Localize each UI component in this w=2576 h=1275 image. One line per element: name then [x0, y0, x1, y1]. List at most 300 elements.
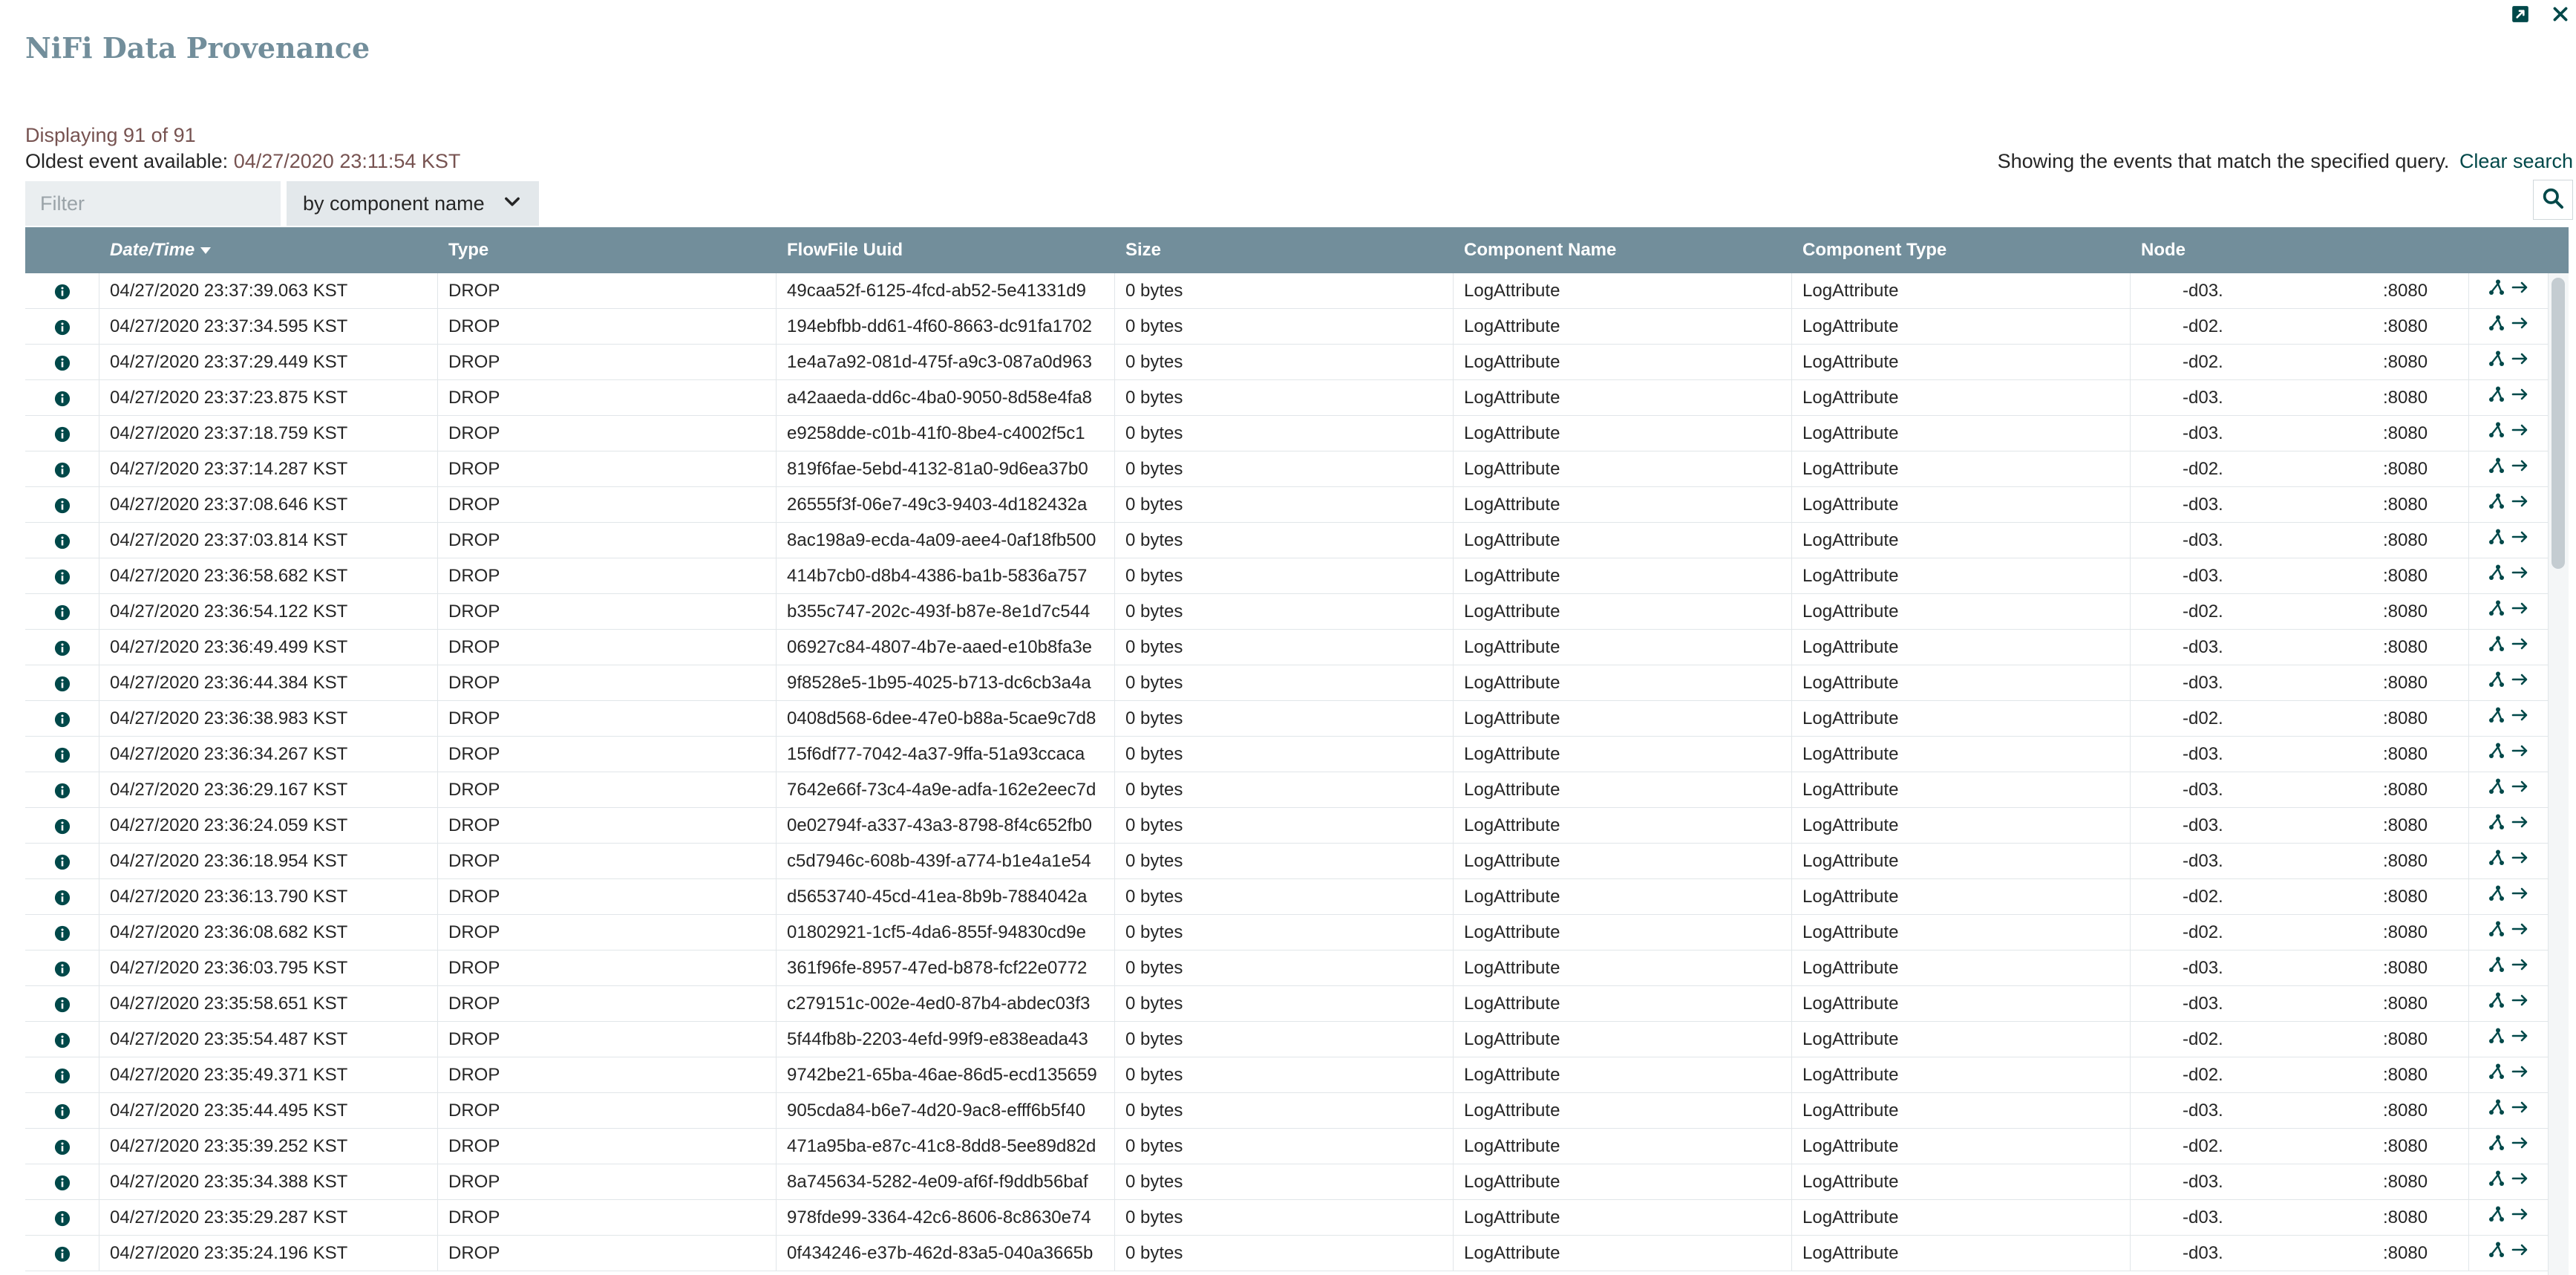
lineage-icon[interactable]	[2488, 594, 2505, 629]
lineage-icon[interactable]	[2488, 487, 2505, 522]
cell-component-name: LogAttribute	[1454, 380, 1792, 415]
node-port: :8080	[2383, 1172, 2428, 1192]
arrow-right-icon[interactable]	[2511, 630, 2529, 665]
lineage-icon[interactable]	[2488, 950, 2505, 985]
info-icon[interactable]	[25, 665, 99, 700]
info-icon[interactable]	[25, 416, 99, 451]
table-row[interactable]	[25, 1200, 2548, 1236]
table-row[interactable]	[25, 273, 2548, 309]
header-datetime[interactable]	[99, 227, 438, 273]
table-row[interactable]	[25, 737, 2548, 772]
lineage-icon[interactable]	[2488, 986, 2505, 1021]
cell-component-type: LogAttribute	[1792, 915, 2131, 950]
cell-component-name: LogAttribute	[1454, 630, 1792, 665]
table-row[interactable]	[25, 345, 2548, 380]
header-node[interactable]: Node	[2141, 240, 2186, 260]
node-port: :8080	[2383, 708, 2428, 728]
table-row[interactable]	[25, 1022, 2548, 1057]
row-actions	[2469, 523, 2548, 558]
lineage-icon[interactable]	[2488, 879, 2505, 914]
scrollbar-thumb[interactable]	[2552, 278, 2565, 569]
vertical-scrollbar[interactable]	[2548, 273, 2569, 1275]
cell-uuid: a42aaeda-dd6c-4ba0-9050-8d58e4fa8	[777, 380, 1115, 415]
node-port: :8080	[2383, 388, 2428, 408]
arrow-right-icon[interactable]	[2511, 523, 2529, 558]
cell-node	[2131, 737, 2469, 772]
table-row[interactable]	[25, 1164, 2548, 1200]
cell-node	[2131, 1129, 2469, 1164]
info-icon[interactable]	[25, 808, 99, 843]
lineage-icon[interactable]	[2488, 309, 2505, 344]
node-host: -d03.	[2183, 1100, 2223, 1121]
table-row[interactable]	[25, 558, 2548, 594]
header-info	[25, 227, 99, 273]
cell-component-type: LogAttribute	[1792, 808, 2131, 843]
cell-uuid: 0e02794f-a337-43a3-8798-8f4c652fb0	[777, 808, 1115, 843]
arrow-right-icon[interactable]	[2511, 772, 2529, 807]
lineage-icon[interactable]	[2488, 1093, 2505, 1128]
arrow-right-icon[interactable]	[2511, 380, 2529, 415]
cell-type: DROP	[438, 309, 777, 344]
cell-component-type: LogAttribute	[1792, 879, 2131, 914]
arrow-right-icon[interactable]	[2511, 345, 2529, 379]
lineage-icon[interactable]	[2488, 345, 2505, 379]
table-row[interactable]	[25, 380, 2548, 416]
close-icon	[2551, 4, 2570, 27]
cell-size: 0 bytes	[1115, 416, 1454, 451]
info-icon[interactable]	[25, 594, 99, 629]
arrow-right-icon[interactable]	[2511, 451, 2529, 486]
info-icon[interactable]	[25, 844, 99, 878]
info-icon[interactable]	[25, 915, 99, 950]
info-icon[interactable]	[25, 879, 99, 914]
table-row[interactable]	[25, 844, 2548, 879]
info-icon[interactable]	[25, 986, 99, 1021]
oldest-event-label: Oldest event available:	[25, 150, 229, 172]
row-actions	[2469, 808, 2548, 843]
cell-datetime: 04/27/2020 23:35:39.252 KST	[99, 1129, 438, 1164]
arrow-right-icon[interactable]	[2511, 1200, 2529, 1235]
node-port: :8080	[2383, 601, 2428, 622]
header-component-type[interactable]: Component Type	[1802, 240, 1947, 260]
lineage-icon[interactable]	[2488, 451, 2505, 486]
node-host: -d03.	[2183, 281, 2223, 301]
cell-uuid: 7642e66f-73c4-4a9e-adfa-162e2eec7d	[777, 772, 1115, 807]
cell-uuid: 8a745634-5282-4e09-af6f-f9ddb56baf	[777, 1164, 1115, 1199]
arrow-right-icon[interactable]	[2511, 487, 2529, 522]
cell-node	[2131, 986, 2469, 1021]
arrow-right-icon[interactable]	[2511, 273, 2529, 308]
arrow-right-icon[interactable]	[2511, 879, 2529, 914]
arrow-right-icon[interactable]	[2511, 986, 2529, 1021]
cell-type: DROP	[438, 737, 777, 772]
cell-component-name: LogAttribute	[1454, 879, 1792, 914]
cell-size: 0 bytes	[1115, 1057, 1454, 1092]
info-icon[interactable]	[25, 1093, 99, 1128]
cell-type: DROP	[438, 1129, 777, 1164]
cell-component-type: LogAttribute	[1792, 772, 2131, 807]
arrow-right-icon[interactable]	[2511, 594, 2529, 629]
lineage-icon[interactable]	[2488, 1164, 2505, 1199]
node-host: -d03.	[2183, 815, 2223, 835]
filter-type-select[interactable]	[287, 181, 539, 226]
lineage-icon[interactable]	[2488, 1057, 2505, 1092]
node-host: -d03.	[2183, 423, 2223, 443]
info-icon[interactable]	[25, 558, 99, 593]
cell-component-name: LogAttribute	[1454, 701, 1792, 736]
cell-type: DROP	[438, 808, 777, 843]
info-icon[interactable]	[25, 950, 99, 985]
node-host: -d03.	[2183, 495, 2223, 515]
lineage-icon[interactable]	[2488, 844, 2505, 878]
table-row[interactable]	[25, 986, 2548, 1022]
cell-component-type: LogAttribute	[1792, 630, 2131, 665]
info-icon[interactable]	[25, 1236, 99, 1271]
info-icon[interactable]	[25, 1057, 99, 1092]
cell-component-name: LogAttribute	[1454, 1200, 1792, 1235]
lineage-icon[interactable]	[2488, 1200, 2505, 1235]
cell-uuid: 26555f3f-06e7-49c3-9403-4d182432a	[777, 487, 1115, 522]
info-icon[interactable]	[25, 345, 99, 379]
table-row[interactable]	[25, 701, 2548, 737]
table-row[interactable]	[25, 950, 2548, 986]
row-actions	[2469, 345, 2548, 379]
cell-component-name: LogAttribute	[1454, 772, 1792, 807]
info-icon[interactable]	[25, 523, 99, 558]
cell-uuid: 0f434246-e37b-462d-83a5-040a3665b	[777, 1236, 1115, 1271]
node-port: :8080	[2383, 459, 2428, 479]
cell-datetime: 04/27/2020 23:36:13.790 KST	[99, 879, 438, 914]
node-port: :8080	[2383, 815, 2428, 835]
cell-size: 0 bytes	[1115, 737, 1454, 772]
node-host: -d02.	[2183, 922, 2223, 942]
cell-component-type: LogAttribute	[1792, 1057, 2131, 1092]
cell-datetime: 04/27/2020 23:37:39.063 KST	[99, 273, 438, 308]
cell-component-name: LogAttribute	[1454, 309, 1792, 344]
lineage-icon[interactable]	[2488, 523, 2505, 558]
cell-size: 0 bytes	[1115, 1236, 1454, 1271]
cell-node	[2131, 879, 2469, 914]
row-actions	[2469, 380, 2548, 415]
cell-uuid: 9f8528e5-1b95-4025-b713-dc6cb3a4a	[777, 665, 1115, 700]
cell-uuid: b355c747-202c-493f-b87e-8e1d7c544	[777, 594, 1115, 629]
cell-component-name: LogAttribute	[1454, 986, 1792, 1021]
provenance-table	[25, 227, 2569, 1275]
lineage-icon[interactable]	[2488, 273, 2505, 308]
table-row[interactable]	[25, 1236, 2548, 1271]
cell-size: 0 bytes	[1115, 523, 1454, 558]
cell-type: DROP	[438, 1164, 777, 1199]
cell-component-type: LogAttribute	[1792, 1129, 2131, 1164]
cell-size: 0 bytes	[1115, 808, 1454, 843]
lineage-icon[interactable]	[2488, 1236, 2505, 1271]
row-actions	[2469, 416, 2548, 451]
lineage-icon[interactable]	[2488, 416, 2505, 451]
header-type[interactable]: Type	[448, 240, 489, 260]
row-actions	[2469, 1022, 2548, 1057]
cell-component-type: LogAttribute	[1792, 701, 2131, 736]
node-host: -d03.	[2183, 994, 2223, 1014]
table-row[interactable]	[25, 416, 2548, 451]
arrow-right-icon[interactable]	[2511, 1022, 2529, 1057]
cell-node	[2131, 630, 2469, 665]
cell-type: DROP	[438, 986, 777, 1021]
cell-uuid: 1e4a7a92-081d-475f-a9c3-087a0d963	[777, 345, 1115, 379]
node-host: -d02.	[2183, 1136, 2223, 1156]
info-icon[interactable]	[25, 1200, 99, 1235]
lineage-icon[interactable]	[2488, 808, 2505, 843]
cell-component-name: LogAttribute	[1454, 416, 1792, 451]
cell-component-name: LogAttribute	[1454, 1022, 1792, 1057]
node-host: -d03.	[2183, 780, 2223, 800]
cell-node	[2131, 1164, 2469, 1199]
cell-component-name: LogAttribute	[1454, 1164, 1792, 1199]
row-actions	[2469, 451, 2548, 486]
arrow-right-icon[interactable]	[2511, 1236, 2529, 1271]
cell-type: DROP	[438, 1236, 777, 1271]
node-host: -d03.	[2183, 637, 2223, 657]
chevron-down-icon	[502, 191, 523, 217]
node-port: :8080	[2383, 281, 2428, 301]
row-actions	[2469, 665, 2548, 700]
info-icon[interactable]	[25, 1129, 99, 1164]
table-row[interactable]	[25, 772, 2548, 808]
cell-type: DROP	[438, 1022, 777, 1057]
popout-button[interactable]	[2509, 4, 2531, 27]
cell-node	[2131, 416, 2469, 451]
lineage-icon[interactable]	[2488, 737, 2505, 772]
info-icon[interactable]	[25, 630, 99, 665]
cell-component-type: LogAttribute	[1792, 345, 2131, 379]
cell-size: 0 bytes	[1115, 844, 1454, 878]
cell-node	[2131, 309, 2469, 344]
node-port: :8080	[2383, 530, 2428, 550]
table-row[interactable]	[25, 665, 2548, 701]
row-actions	[2469, 701, 2548, 736]
node-port: :8080	[2383, 958, 2428, 978]
node-port: :8080	[2383, 1136, 2428, 1156]
cell-component-type: LogAttribute	[1792, 844, 2131, 878]
cell-size: 0 bytes	[1115, 665, 1454, 700]
cell-size: 0 bytes	[1115, 1022, 1454, 1057]
cell-node	[2131, 665, 2469, 700]
cell-size: 0 bytes	[1115, 594, 1454, 629]
cell-component-name: LogAttribute	[1454, 665, 1792, 700]
lineage-icon[interactable]	[2488, 1022, 2505, 1057]
cell-component-name: LogAttribute	[1454, 1129, 1792, 1164]
cell-uuid: 01802921-1cf5-4da6-855f-94830cd9e	[777, 915, 1115, 950]
table-row[interactable]	[25, 915, 2548, 950]
cell-size: 0 bytes	[1115, 273, 1454, 308]
lineage-icon[interactable]	[2488, 1129, 2505, 1164]
cell-datetime: 04/27/2020 23:37:29.449 KST	[99, 345, 438, 379]
node-port: :8080	[2383, 673, 2428, 693]
node-port: :8080	[2383, 851, 2428, 871]
cell-type: DROP	[438, 701, 777, 736]
node-host: -d03.	[2183, 530, 2223, 550]
cell-node	[2131, 808, 2469, 843]
arrow-right-icon[interactable]	[2511, 416, 2529, 451]
cell-type: DROP	[438, 416, 777, 451]
cell-type: DROP	[438, 523, 777, 558]
row-actions	[2469, 630, 2548, 665]
cell-datetime: 04/27/2020 23:37:14.287 KST	[99, 451, 438, 486]
lineage-icon[interactable]	[2488, 915, 2505, 950]
cell-uuid: c5d7946c-608b-439f-a774-b1e4a1e54	[777, 844, 1115, 878]
cell-uuid: 06927c84-4807-4b7e-aaed-e10b8fa3e	[777, 630, 1115, 665]
cell-node	[2131, 487, 2469, 522]
cell-size: 0 bytes	[1115, 630, 1454, 665]
table-row[interactable]	[25, 630, 2548, 665]
node-host: -d02.	[2183, 601, 2223, 622]
cell-node	[2131, 1236, 2469, 1271]
lineage-icon[interactable]	[2488, 772, 2505, 807]
row-actions	[2469, 879, 2548, 914]
node-port: :8080	[2383, 637, 2428, 657]
arrow-right-icon[interactable]	[2511, 701, 2529, 736]
cell-datetime: 04/27/2020 23:36:49.499 KST	[99, 630, 438, 665]
arrow-right-icon[interactable]	[2511, 1129, 2529, 1164]
node-host: -d03.	[2183, 958, 2223, 978]
search-button[interactable]	[2533, 180, 2573, 220]
cell-component-type: LogAttribute	[1792, 273, 2131, 308]
lineage-icon[interactable]	[2488, 558, 2505, 593]
arrow-right-icon[interactable]	[2511, 844, 2529, 878]
arrow-right-icon[interactable]	[2511, 737, 2529, 772]
cell-uuid: c279151c-002e-4ed0-87b4-abdec03f3	[777, 986, 1115, 1021]
cell-size: 0 bytes	[1115, 451, 1454, 486]
cell-component-type: LogAttribute	[1792, 737, 2131, 772]
lineage-icon[interactable]	[2488, 701, 2505, 736]
cell-component-type: LogAttribute	[1792, 416, 2131, 451]
arrow-right-icon[interactable]	[2511, 558, 2529, 593]
header-size[interactable]: Size	[1125, 240, 1162, 260]
info-icon[interactable]	[25, 737, 99, 772]
lineage-icon[interactable]	[2488, 665, 2505, 700]
info-icon[interactable]	[25, 487, 99, 522]
info-icon[interactable]	[25, 1022, 99, 1057]
node-host: -d02.	[2183, 708, 2223, 728]
row-actions	[2469, 772, 2548, 807]
cell-uuid: 414b7cb0-d8b4-4386-ba1b-5836a757	[777, 558, 1115, 593]
cell-component-type: LogAttribute	[1792, 1236, 2131, 1271]
match-info	[1998, 150, 2573, 173]
table-row[interactable]	[25, 487, 2548, 523]
cell-size: 0 bytes	[1115, 487, 1454, 522]
node-host: -d02.	[2183, 1029, 2223, 1049]
info-icon[interactable]	[25, 772, 99, 807]
cell-size: 0 bytes	[1115, 950, 1454, 985]
cell-uuid: e9258dde-c01b-41f0-8be4-c4002f5c1	[777, 416, 1115, 451]
cell-component-name: LogAttribute	[1454, 808, 1792, 843]
cell-component-type: LogAttribute	[1792, 594, 2131, 629]
table-row[interactable]	[25, 594, 2548, 630]
arrow-right-icon[interactable]	[2511, 1057, 2529, 1092]
row-actions	[2469, 986, 2548, 1021]
cell-node	[2131, 523, 2469, 558]
node-port: :8080	[2383, 423, 2428, 443]
node-host: -d03.	[2183, 566, 2223, 586]
cell-component-name: LogAttribute	[1454, 487, 1792, 522]
table-row[interactable]	[25, 309, 2548, 345]
cell-node	[2131, 1200, 2469, 1235]
table-row[interactable]	[25, 1057, 2548, 1093]
cell-datetime: 04/27/2020 23:35:49.371 KST	[99, 1057, 438, 1092]
filter-input[interactable]	[25, 181, 281, 226]
cell-size: 0 bytes	[1115, 558, 1454, 593]
node-host: -d02.	[2183, 887, 2223, 907]
cell-node	[2131, 451, 2469, 486]
cell-type: DROP	[438, 594, 777, 629]
table-row[interactable]	[25, 1093, 2548, 1129]
node-port: :8080	[2383, 352, 2428, 372]
info-icon[interactable]	[25, 451, 99, 486]
table-row[interactable]	[25, 879, 2548, 915]
cell-datetime: 04/27/2020 23:36:08.682 KST	[99, 915, 438, 950]
table-row[interactable]	[25, 808, 2548, 844]
cell-component-type: LogAttribute	[1792, 1164, 2131, 1199]
clear-search-link[interactable]: Clear search	[2459, 150, 2573, 172]
arrow-right-icon[interactable]	[2511, 950, 2529, 985]
cell-component-name: LogAttribute	[1454, 737, 1792, 772]
cell-datetime: 04/27/2020 23:35:58.651 KST	[99, 986, 438, 1021]
cell-datetime: 04/27/2020 23:35:24.196 KST	[99, 1236, 438, 1271]
cell-type: DROP	[438, 879, 777, 914]
table-row[interactable]	[25, 451, 2548, 487]
cell-component-name: LogAttribute	[1454, 1236, 1792, 1271]
table-row[interactable]	[25, 523, 2548, 558]
header-component-name[interactable]: Component Name	[1464, 240, 1617, 260]
arrow-right-icon[interactable]	[2511, 665, 2529, 700]
cell-uuid: 978fde99-3364-42c6-8606-8c8630e74	[777, 1200, 1115, 1235]
cell-datetime: 04/27/2020 23:36:29.167 KST	[99, 772, 438, 807]
row-actions	[2469, 1093, 2548, 1128]
cell-type: DROP	[438, 1093, 777, 1128]
table-row[interactable]	[25, 1129, 2548, 1164]
cell-datetime: 04/27/2020 23:36:44.384 KST	[99, 665, 438, 700]
cell-type: DROP	[438, 915, 777, 950]
arrow-right-icon[interactable]	[2511, 1164, 2529, 1199]
cell-node	[2131, 558, 2469, 593]
cell-node	[2131, 701, 2469, 736]
info-icon[interactable]	[25, 380, 99, 415]
arrow-right-icon[interactable]	[2511, 309, 2529, 344]
header-actions	[2469, 227, 2569, 273]
node-port: :8080	[2383, 495, 2428, 515]
arrow-right-icon[interactable]	[2511, 1093, 2529, 1128]
arrow-right-icon[interactable]	[2511, 808, 2529, 843]
header-uuid[interactable]: FlowFile Uuid	[787, 240, 903, 260]
info-icon[interactable]	[25, 701, 99, 736]
close-button[interactable]	[2549, 4, 2572, 27]
cell-uuid: 0408d568-6dee-47e0-b88a-5cae9c7d8	[777, 701, 1115, 736]
cell-type: DROP	[438, 273, 777, 308]
node-host: -d02.	[2183, 352, 2223, 372]
lineage-icon[interactable]	[2488, 630, 2505, 665]
info-icon[interactable]	[25, 1164, 99, 1199]
cell-component-type: LogAttribute	[1792, 523, 2131, 558]
arrow-right-icon[interactable]	[2511, 915, 2529, 950]
info-icon[interactable]	[25, 273, 99, 308]
info-icon[interactable]	[25, 309, 99, 344]
node-port: :8080	[2383, 744, 2428, 764]
row-actions	[2469, 950, 2548, 985]
cell-uuid: 905cda84-b6e7-4d20-9ac8-efff6b5f40	[777, 1093, 1115, 1128]
cell-size: 0 bytes	[1115, 309, 1454, 344]
row-actions	[2469, 1200, 2548, 1235]
node-port: :8080	[2383, 566, 2428, 586]
lineage-icon[interactable]	[2488, 380, 2505, 415]
